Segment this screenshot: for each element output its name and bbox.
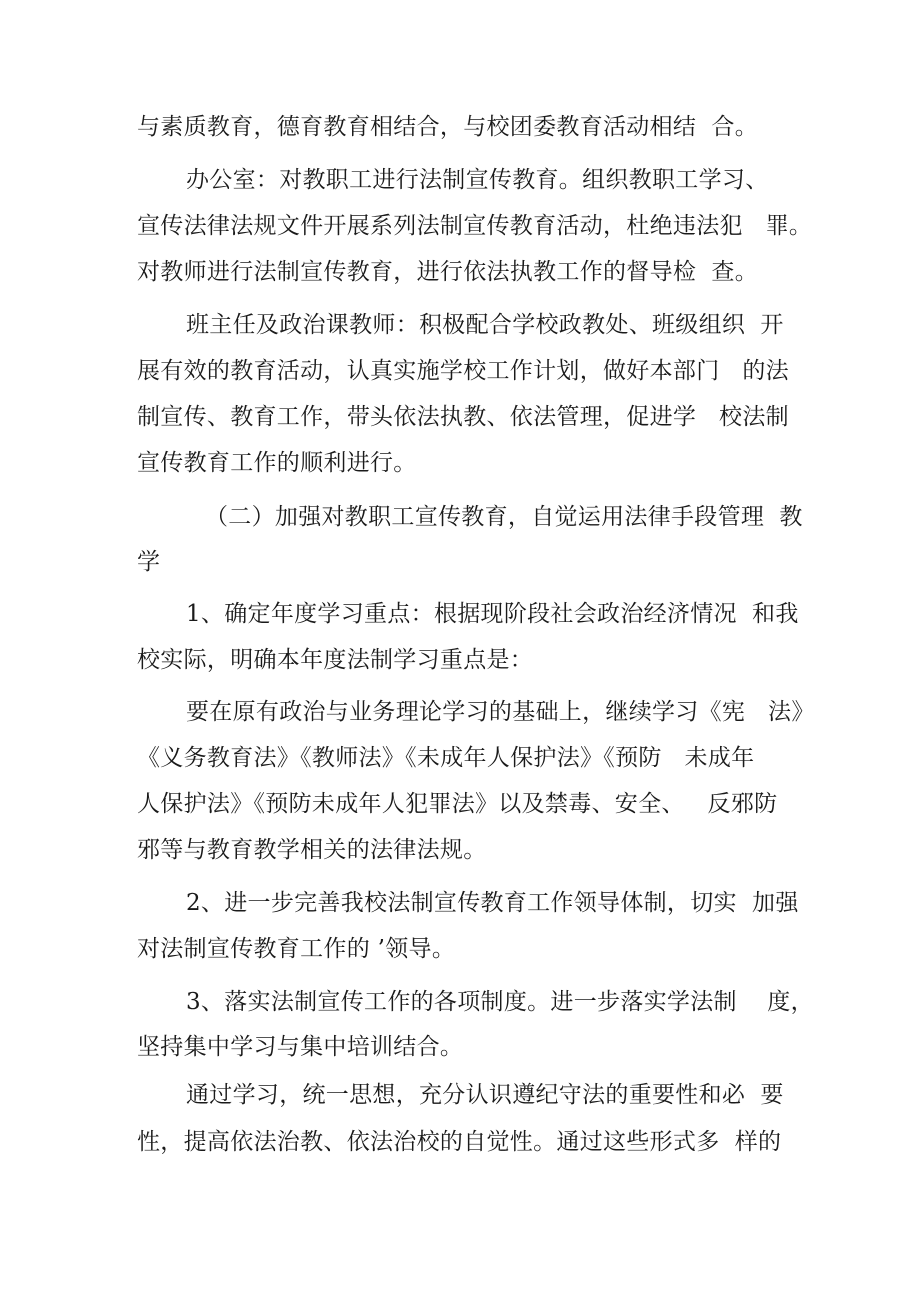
text-line: 制宣传、教育工作，带头依法执教、依法管理，促进学 校法制: [137, 404, 789, 430]
text-line: 2、进一步完善我校法制宣传教育工作领导体制，切实 加强: [186, 890, 799, 916]
text-line: 1、确定年度学习重点：根据现阶段社会政治经济情况 和我: [186, 601, 799, 627]
text-line: 对教师进行法制宣传教育，进行依法执教工作的督导检 查。: [137, 259, 759, 285]
text-line: 展有效的教育活动，认真实施学校工作计划，做好本部门 的法: [137, 358, 789, 384]
text-line: 宣传教育工作的顺利进行。: [137, 450, 417, 476]
text-line: 3、落实法制宣传工作的各项制度。进一步落实学法制 度，: [186, 989, 814, 1015]
text-line: 性，提高依法治教、依法治校的自觉性。通过这些形式多 样的: [137, 1129, 782, 1155]
text-line: 办公室：对教职工进行法制宣传教育。组织教职工学习、: [186, 167, 769, 193]
text-line: 校实际，明确本年度法制学习重点是：: [137, 647, 534, 673]
text-line: 邪等与教育教学相关的法律法规。: [137, 837, 487, 863]
text-line: 通过学习，统一思想，充分认识遵纪守法的重要性和必 要: [186, 1082, 784, 1108]
text-line: 对法制宣传教育工作的 ’领导。: [137, 936, 456, 962]
text-line: 班主任及政治课教师：积极配合学校政教处、班级组织 开: [186, 312, 784, 338]
text-line: 《义务教育法》《教师法》《未成年人保护法》《预防 未成年: [137, 745, 755, 771]
section-heading-continued: 学: [137, 549, 161, 575]
text-line: 坚持集中学习与集中培训结合。: [137, 1034, 464, 1060]
text-line: 人保护法》《预防未成年人犯罪法》以及禁毒、安全、 反邪防: [137, 791, 778, 817]
text-line: 与素质教育，德育教育相结合，与校团委教育活动相结 合。: [137, 114, 759, 140]
section-heading: （二）加强对教职工宣传教育，自觉运用法律手段管理 教: [205, 504, 803, 530]
text-line: 要在原有政治与业务理论学习的基础上，继续学习《宪 法》: [186, 699, 815, 725]
text-line: 宣传法律法规文件开展系列法制宣传教育活动，杜绝违法犯 罪。: [137, 213, 813, 239]
